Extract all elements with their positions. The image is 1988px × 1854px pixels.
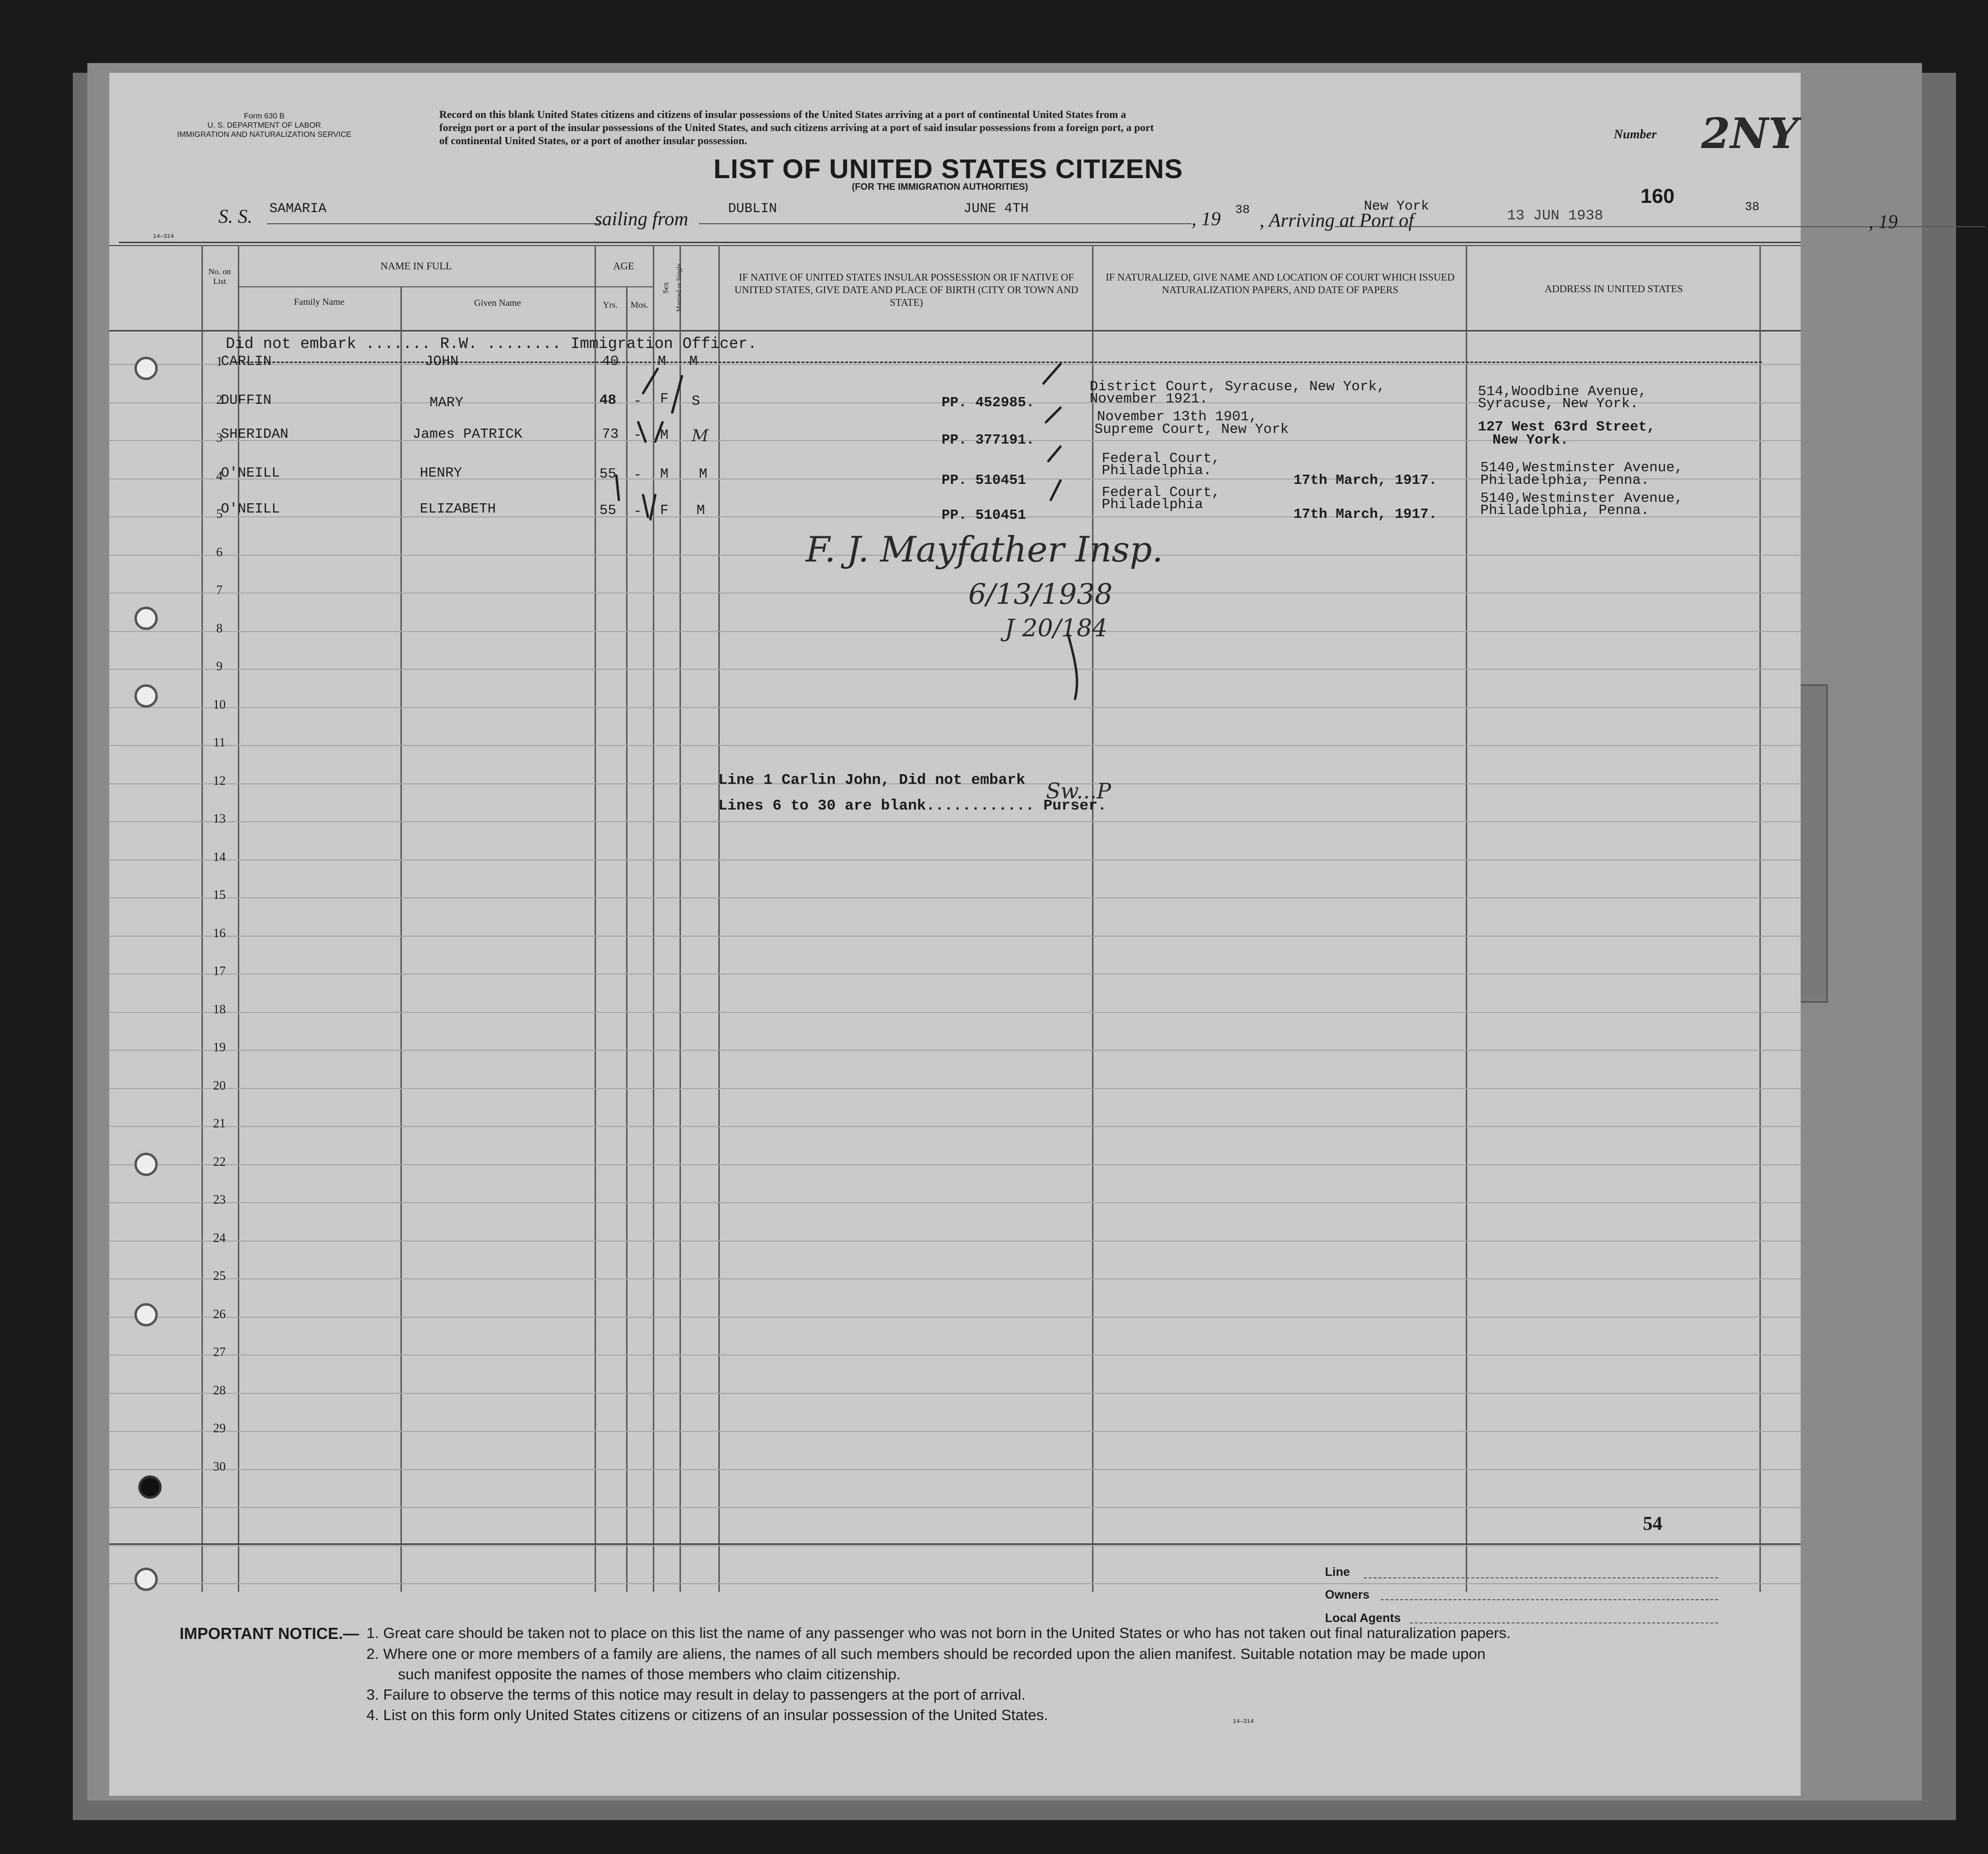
- passport-number: PP. 510451: [942, 507, 1027, 523]
- given-name: JOHN: [425, 353, 459, 369]
- row-number: 24: [213, 1230, 226, 1245]
- address-line: 5140,Westminster Avenue,: [1480, 490, 1683, 506]
- check-mark: [1048, 447, 1060, 461]
- row-number: 10: [213, 697, 226, 712]
- age-yrs: 55: [599, 502, 616, 518]
- court: Philadelphia.: [1102, 463, 1212, 479]
- port-from: DUBLIN: [728, 201, 777, 216]
- year-prefix: , 19: [1869, 211, 1898, 232]
- header-yrs: Yrs.: [603, 300, 618, 310]
- row-number: 15: [213, 888, 226, 902]
- address-line: Syracuse, New York.: [1478, 396, 1639, 412]
- sex: M: [660, 427, 669, 443]
- given-name: HENRY: [420, 465, 463, 481]
- agents-field: [1410, 1622, 1718, 1623]
- sailing-label: sailing from: [595, 208, 688, 230]
- court-date: November 13th 1901,: [1097, 409, 1258, 425]
- court: Federal Court,: [1102, 450, 1220, 466]
- row-number: 2: [216, 392, 223, 407]
- owners-field: [1381, 1599, 1718, 1600]
- form-dept: U. S. DEPARTMENT OF LABOR: [207, 121, 321, 130]
- page-number: 54: [1643, 1512, 1662, 1534]
- year-value: 38: [1235, 203, 1250, 217]
- row-number: 17: [213, 964, 226, 978]
- row-number: 19: [213, 1040, 226, 1054]
- row-number: 29: [213, 1421, 226, 1435]
- row-rule: [109, 1469, 1801, 1470]
- row-number: 5: [216, 507, 223, 521]
- address-line: Philadelphia, Penna.: [1480, 502, 1650, 518]
- punch-hole: [134, 1568, 158, 1591]
- row-rule: [109, 1393, 1801, 1394]
- row-rule: [109, 1164, 1801, 1165]
- row-number: 22: [213, 1154, 226, 1169]
- row-number: 23: [213, 1192, 226, 1207]
- stamp-number: 160: [1640, 184, 1675, 207]
- note-did-not-embark: Line 1 Carlin John, Did not embark: [718, 772, 1026, 789]
- address-line: 514,Woodbine Avenue,: [1478, 383, 1647, 399]
- age-mos: -: [633, 427, 642, 443]
- pen-stroke: [1068, 633, 1077, 699]
- court-date: 17th March, 1917.: [1293, 472, 1437, 488]
- page-title: LIST OF UNITED STATES CITIZENS: [713, 153, 1183, 184]
- row-number: 20: [213, 1078, 226, 1093]
- row-number: 3: [216, 430, 223, 445]
- year-value: 38: [1745, 200, 1760, 214]
- family-name: CARLIN: [221, 353, 272, 369]
- owners-label: Owners: [1325, 1588, 1370, 1602]
- page-subtitle: (FOR THE IMMIGRATION AUTHORITIES): [852, 182, 1028, 192]
- row-rule: [109, 1126, 1801, 1127]
- did-not-embark-note: Did not embark ....... R.W. ........ Immigration Officer.: [226, 335, 757, 353]
- note-blank-lines: Lines 6 to 30 are blank............ Purser.: [718, 797, 1107, 814]
- court-date: 17th March, 1917.: [1293, 506, 1437, 522]
- row-number: 26: [213, 1307, 226, 1321]
- passport-number: PP. 377191.: [942, 432, 1035, 448]
- punch-hole: [134, 684, 158, 708]
- court: District Court, Syracuse, New York,: [1090, 379, 1386, 395]
- address-line: 5140,Westminster Avenue,: [1480, 460, 1683, 476]
- arriving-label: , Arriving at Port of: [1259, 209, 1414, 231]
- header-address: ADDRESS IN UNITED STATES: [1544, 283, 1683, 295]
- row-number: 21: [213, 1116, 226, 1130]
- line-label: Line: [1325, 1565, 1350, 1579]
- footer-code: 14—314: [1233, 1718, 1254, 1725]
- age-mos: -: [633, 503, 642, 519]
- row-number: 1: [216, 354, 223, 368]
- court: Philadelphia: [1102, 497, 1203, 513]
- header-no-on-list: No. on List: [208, 267, 231, 286]
- court-date: November 1921.: [1090, 391, 1208, 407]
- marital-status: M: [696, 502, 705, 518]
- ship-name: SAMARIA: [269, 201, 327, 216]
- given-name: MARY: [430, 395, 464, 411]
- passport-number: PP. 452985.: [942, 395, 1035, 411]
- sex: F: [660, 391, 669, 407]
- row-number: 16: [213, 926, 226, 940]
- check-mark: [672, 376, 682, 413]
- address-line: New York.: [1492, 432, 1569, 448]
- form-number: Form 630 B: [244, 112, 285, 120]
- signature-initials: J 20/184: [1005, 614, 1108, 642]
- punch-hole: [134, 1153, 158, 1176]
- row-number: 18: [213, 1002, 226, 1016]
- header-mos: Mos.: [630, 300, 648, 310]
- notice-item: 4. List on this form only United States citizens or citizens of an insular possession of the United States.: [366, 1706, 1048, 1723]
- instructions-line: Record on this blank United States citizens and citizens of insular possessions of the United States arriving at a port of continental United States from a: [439, 108, 1127, 120]
- purser-signature: Sw...P: [1046, 779, 1111, 804]
- header-native: IF NATIVE OF UNITED STATES INSULAR POSSESSION OR IF NATIVE OF UNITED STATES, GIVE DATE AND PLACE OF BIRTH (CITY OR TOWN AND STATE): [734, 271, 1078, 308]
- court: Supreme Court, New York: [1094, 421, 1289, 437]
- printer-note: 14—314: [153, 233, 174, 240]
- address-line: Philadelphia, Penna.: [1480, 472, 1650, 488]
- header-naturalized: IF NATURALIZED, GIVE NAME AND LOCATION OF COURT WHICH ISSUED NATURALIZATION PAPERS, AND DATE OF PAPERS: [1106, 271, 1455, 296]
- row-number: 12: [213, 773, 226, 788]
- row-rule: [109, 1317, 1801, 1318]
- row-rule: [109, 1278, 1801, 1279]
- age-mos: -: [633, 467, 642, 483]
- ss-label: S. S.: [218, 205, 252, 227]
- notice-item: such manifest opposite the names of those members who claim citizenship.: [398, 1666, 901, 1683]
- header-sex: Sex: [662, 282, 670, 294]
- row-rule: [109, 1241, 1801, 1242]
- instructions-line: foreign port or a port of the insular possessions of the United States, and such citizens arriving at a port of said insular possessions from a foreign port, a port: [439, 121, 1154, 133]
- year-prefix: , 19: [1192, 208, 1221, 230]
- check-mark: [643, 369, 658, 393]
- date-from: JUNE 4TH: [963, 201, 1029, 216]
- notice-item: 3. Failure to observe the terms of this notice may result in delay to passengers at the port of arrival.: [366, 1686, 1026, 1703]
- marital-status: S: [692, 393, 700, 409]
- sex: M: [658, 353, 666, 369]
- row-rule: [109, 1050, 1801, 1051]
- sex: M: [660, 466, 669, 482]
- punch-hole: [134, 357, 158, 380]
- marital-status: M: [692, 426, 709, 446]
- row-number: 4: [216, 468, 223, 483]
- row-number: 28: [213, 1383, 226, 1397]
- line-field: [1364, 1577, 1718, 1578]
- check-mark: [1051, 480, 1060, 500]
- port-to: New York: [1364, 199, 1429, 214]
- age-yrs: 73: [602, 426, 619, 442]
- family-name: DUFFIN: [221, 392, 272, 408]
- number-value: 2NY: [1701, 109, 1798, 158]
- header-given-name: Given Name: [474, 298, 521, 308]
- row-rule: [109, 1355, 1801, 1356]
- court: Federal Court,: [1102, 484, 1220, 500]
- age-mos: -: [633, 393, 642, 409]
- row-rule: [109, 1012, 1801, 1013]
- agents-label: Local Agents: [1325, 1611, 1401, 1625]
- arrival-stamp: 13 JUN 1938: [1507, 208, 1604, 224]
- row-number: 13: [213, 811, 226, 826]
- punch-hole: [138, 1475, 162, 1499]
- check-mark: [616, 476, 619, 500]
- notice-title: IMPORTANT NOTICE.—: [180, 1624, 359, 1642]
- header-family-name: Family Name: [294, 297, 345, 307]
- instructions-line: of continental United States, or a port of another insular possession.: [439, 134, 747, 147]
- inspector-signature: F. J. Mayfather Insp.: [806, 529, 1163, 570]
- row-rule: [109, 1088, 1801, 1089]
- family-name: O'NEILL: [221, 465, 280, 481]
- header-name-in-full: NAME IN FULL: [381, 260, 452, 272]
- row-number: 25: [213, 1269, 226, 1283]
- family-name: O'NEILL: [221, 501, 280, 517]
- punch-hole: [134, 607, 158, 630]
- row-number: 7: [216, 583, 223, 597]
- marital-status: M: [689, 353, 698, 369]
- row-number: 8: [216, 621, 223, 635]
- signature-date: 6/13/1938: [968, 578, 1113, 611]
- given-name: ELIZABETH: [420, 501, 496, 517]
- row-rule: [109, 1545, 1801, 1546]
- given-name: James PATRICK: [413, 426, 523, 442]
- age-yrs: 48: [599, 392, 616, 408]
- check-mark: [655, 422, 663, 442]
- row-number: 11: [213, 735, 226, 749]
- manifest-page: [109, 73, 1898, 1796]
- row-number: 30: [213, 1459, 226, 1473]
- passport-number: PP. 510451: [942, 472, 1027, 488]
- family-name: SHERIDAN: [221, 426, 289, 442]
- footer-rule: [109, 1543, 1801, 1545]
- age-yrs: 40: [602, 353, 619, 369]
- row-rule: [109, 1507, 1801, 1508]
- notice-item: 2. Where one or more members of a family are aliens, the names of all such members should be recorded upon the alien manifest. Suitable notation may be made upon: [366, 1645, 1486, 1662]
- row-number: 6: [216, 545, 223, 559]
- row-rule: [109, 1431, 1801, 1432]
- form-service: IMMIGRATION AND NATURALIZATION SERVICE: [177, 131, 351, 139]
- age-yrs: 55: [599, 466, 616, 482]
- number-label: Number: [1614, 127, 1657, 141]
- header-age: AGE: [613, 260, 634, 272]
- sex: F: [660, 502, 669, 518]
- row-number: 14: [213, 849, 226, 864]
- check-mark: [1044, 364, 1060, 383]
- punch-hole: [134, 1303, 158, 1326]
- row-rule: [109, 1583, 1801, 1584]
- notice-item: 1. Great care should be taken not to place on this list the name of any passenger who was not born in the United States or who has not taken out final naturalization papers.: [366, 1624, 1511, 1641]
- row-number: 27: [213, 1345, 226, 1359]
- row-rule: [109, 1202, 1801, 1203]
- check-mark: [643, 495, 648, 517]
- check-mark: [1046, 408, 1060, 422]
- marital-status: M: [699, 466, 708, 482]
- header-married-single: Married or Single: [676, 264, 683, 312]
- check-mark: [650, 495, 655, 519]
- address-line: 127 West 63rd Street,: [1478, 419, 1656, 435]
- row-number: 9: [216, 659, 223, 673]
- check-mark: [638, 422, 646, 442]
